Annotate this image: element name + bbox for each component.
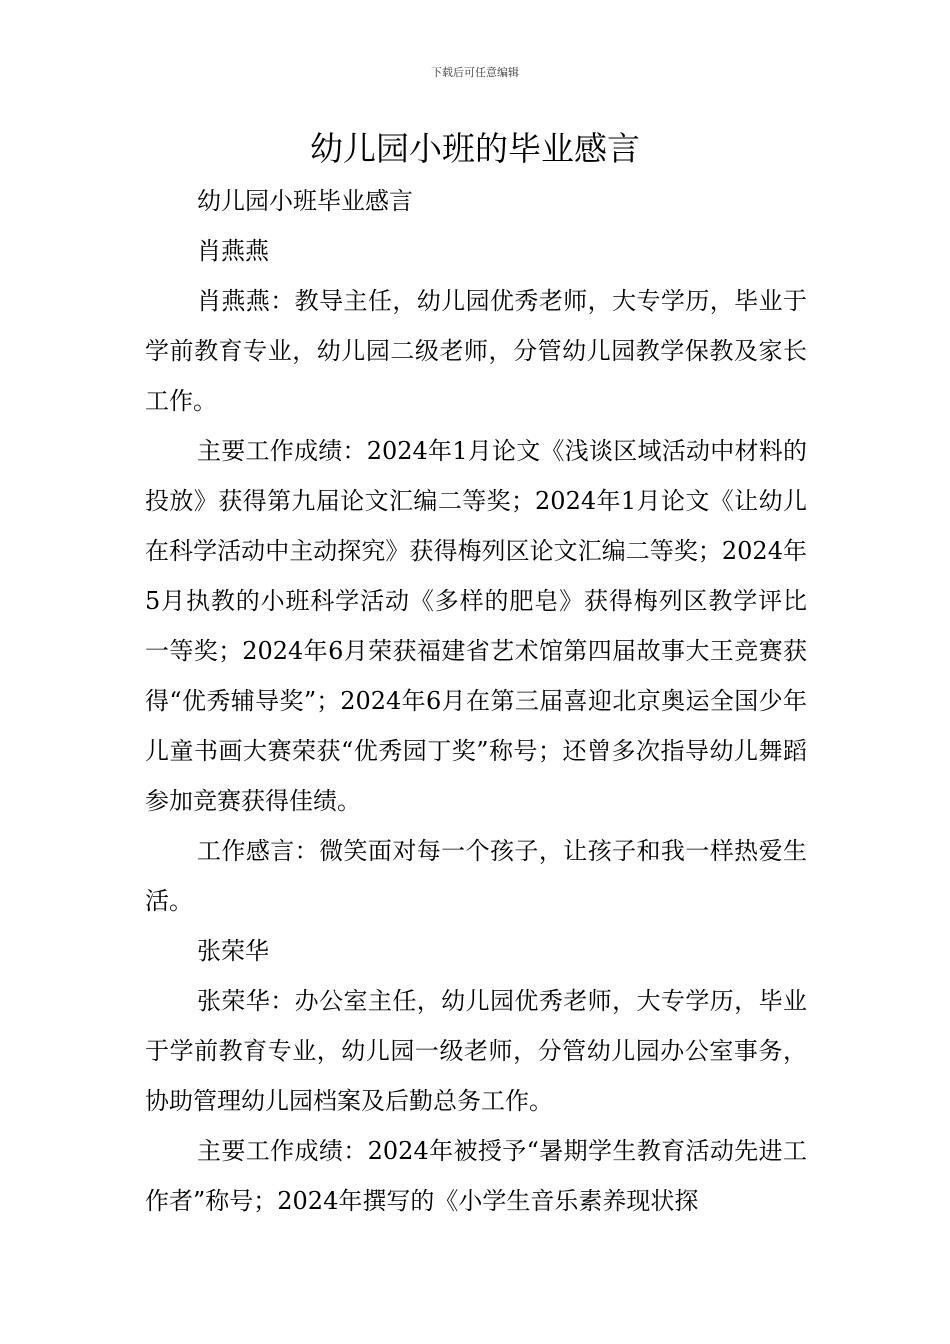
achievements-paragraph: 主要工作成绩：2024年被授予“暑期学生教育活动先进工作者”称号；2024年撰写的《小学生音乐素养现状探 [145, 1137, 807, 1215]
header-note: 下载后可任意编辑 [431, 66, 519, 79]
document-title: 幼儿园小班的毕业感言 [310, 129, 640, 168]
bio-paragraph: 张荣华：办公室主任，幼儿园优秀老师，大专学历，毕业于学前教育专业，幼儿园一级老师，分管幼儿园办公室事务，协助管理幼儿园档案及后勤总务工作。 [145, 987, 807, 1115]
achievements-paragraph: 主要工作成绩：2024年1月论文《浅谈区域活动中材料的投放》获得第九届论文汇编二等奖；2024年1月论文《让幼儿在科学活动中主动探究》获得梅列区论文汇编二等奖；2024年5月执教的小班科学活动《多样的肥皂》获得梅列区教学评比一等奖；2024年6月荣获福建省艺术馆第四届故事大王竞赛获得“优秀辅导奖”；2024年6月在第三届喜迎北京奥运全国少年儿童书画大赛荣获“优秀园丁奖”称号；还曾多次指导幼儿舞蹈参加竞赛获得佳绩。 [145, 437, 807, 815]
testimonial-paragraph: 工作感言：微笑面对每一个孩子，让孩子和我一样热爱生活。 [145, 837, 807, 915]
document-body [145, 176, 807, 1226]
person-name-paragraph: 肖燕燕 [197, 237, 269, 265]
person-name-paragraph: 张荣华 [197, 937, 269, 965]
subtitle-paragraph: 幼儿园小班毕业感言 [197, 187, 413, 215]
bio-paragraph: 肖燕燕：教导主任，幼儿园优秀老师，大专学历，毕业于学前教育专业，幼儿园二级老师，分管幼儿园教学保教及家长工作。 [145, 287, 807, 415]
